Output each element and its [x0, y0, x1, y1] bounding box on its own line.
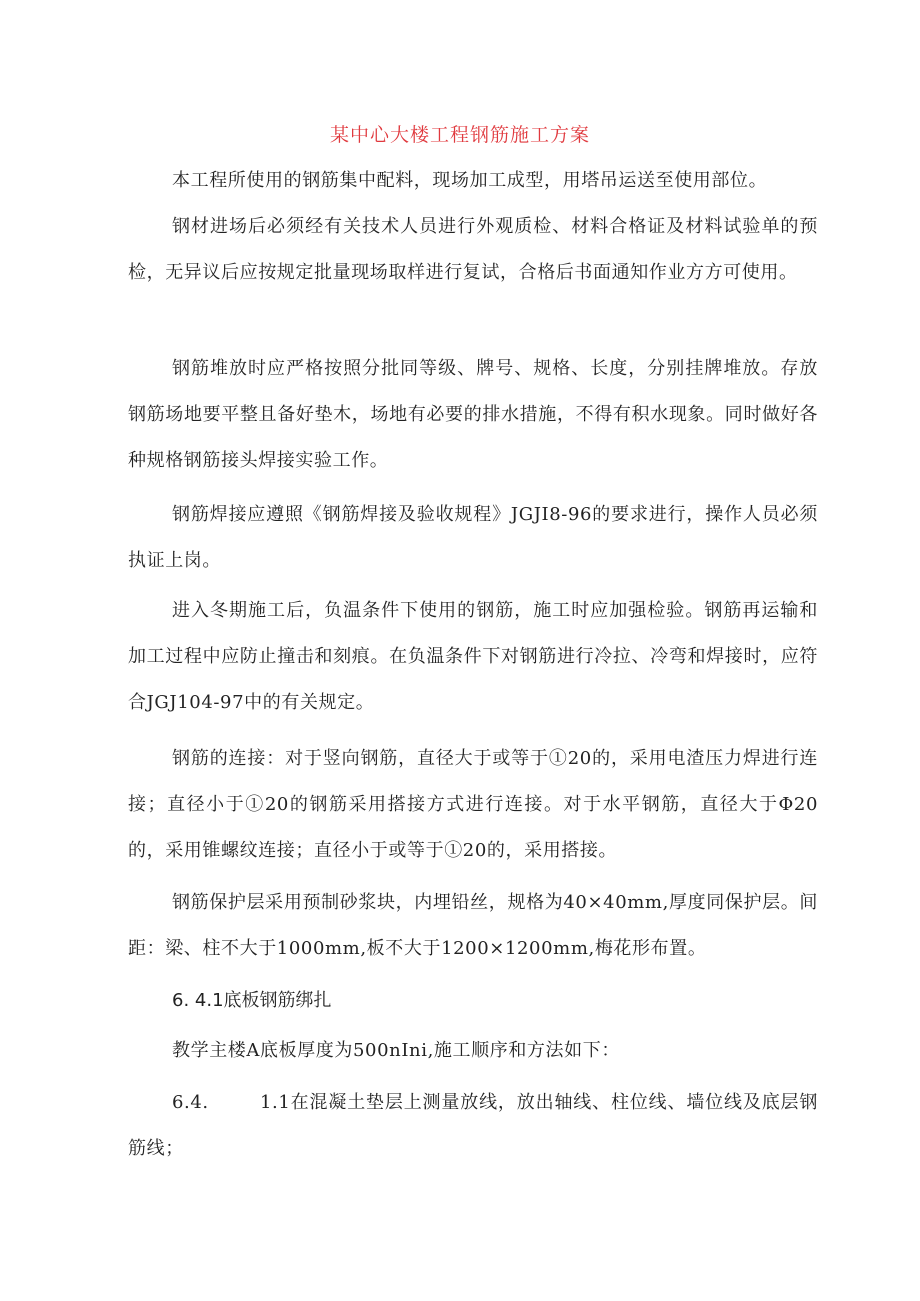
paragraph-rebar-connection: 钢筋的连接：对于竖向钢筋，直径大于或等于①20的，采用电渣压力焊进行连接；直径小于①20的钢筋采用搭接方式进行连接。对于水平钢筋，直径大于Φ20的，采用锥螺纹连接；直径小于或等于①20的，采用搭接。: [128, 748, 818, 861]
section-heading: 6. 4.1底板钢筋绑扎: [172, 990, 332, 1011]
paragraph-rebar-processing: 本工程所使用的钢筋集中配料，现场加工成型，用塔吊运送至使用部位。: [172, 170, 768, 191]
section-intro: 教学主楼A底板厚度为500nIni,施工顺序和方法如下：: [172, 1040, 620, 1061]
document-title: 某中心大楼工程钢筋施工方案: [329, 124, 590, 146]
paragraph-steel-inspection: 钢材进场后必须经有关技术人员进行外观质检、材料合格证及材料试验单的预检，无异议后应按规定批量现场取样进行复试，合格后书面通知作业方方可使用。: [128, 216, 818, 283]
paragraph-welding-spec: 钢筋焊接应遵照《钢筋焊接及验收规程》JGJI8-96的要求进行，操作人员必须执证上岗。: [128, 504, 818, 571]
step-paragraph: [128, 1080, 818, 1172]
paragraph-winter-construction: 进入冬期施工后，负温条件下使用的钢筋，施工时应加强检验。钢筋再运输和加工过程中应防止撞击和刻痕。在负温条件下对钢筋进行冷拉、冷弯和焊接时，应符合JGJ104-97中的有关规定。: [128, 600, 818, 713]
step-number: 6.4.: [172, 1092, 209, 1113]
paragraph-cover-layer: 钢筋保护层采用预制砂浆块，内埋铅丝，规格为40×40mm,厚度同保护层。间距：梁、柱不大于1000mm,板不大于1200×1200mm,梅花形布置。: [128, 892, 818, 959]
step-text: 1.1在混凝土垫层上测量放线，放出轴线、柱位线、墙位线及底层钢筋线；: [128, 1092, 818, 1159]
paragraph-rebar-storage: 钢筋堆放时应严格按照分批同等级、牌号、规格、长度，分别挂牌堆放。存放钢筋场地要平整且备好垫木，场地有必要的排水措施，不得有积水现象。同时做好各种规格钢筋接头焊接实验工作。: [128, 358, 818, 471]
